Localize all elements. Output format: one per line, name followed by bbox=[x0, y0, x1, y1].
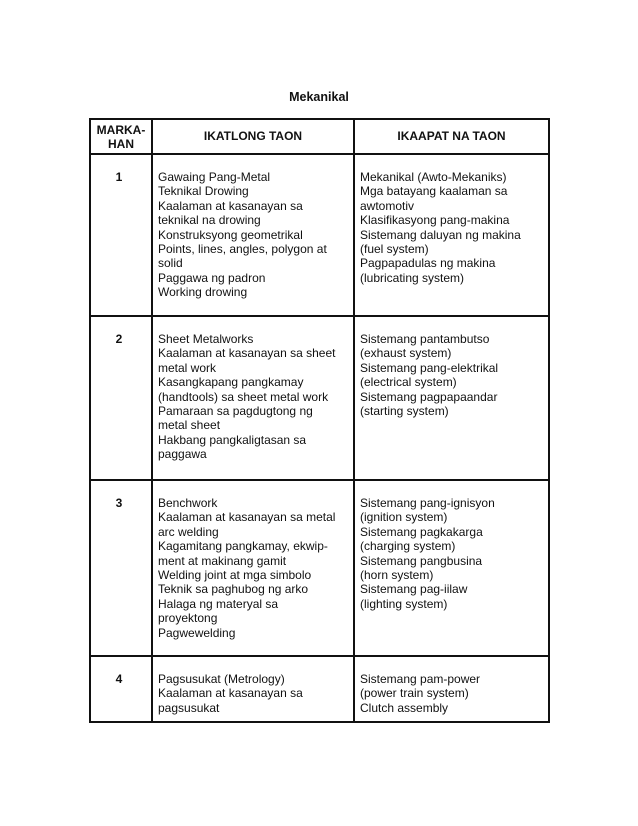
header-markahan-line: MARKA- bbox=[96, 122, 146, 137]
markahan-cell: 2 bbox=[90, 316, 152, 480]
cell-line: Sistemang daluyan ng makina bbox=[360, 227, 521, 242]
cell-line: Benchwork bbox=[158, 496, 218, 510]
cell-line: Mekanikal (Awto-Mekaniks) bbox=[360, 170, 507, 184]
cell-line: arc welding bbox=[158, 524, 219, 539]
fourth-year-cell bbox=[354, 154, 549, 316]
cell-line: (starting system) bbox=[360, 404, 449, 419]
document-title: Mekanikal bbox=[289, 90, 349, 104]
cell-line: (fuel system) bbox=[360, 242, 429, 257]
cell-line: Sistemang pagpapaandar bbox=[360, 389, 498, 404]
cell-line: (lubricating system) bbox=[360, 270, 465, 285]
third-year-cell bbox=[152, 480, 354, 656]
fourth-year-cell bbox=[354, 316, 549, 480]
markahan-cell: 1 bbox=[90, 154, 152, 316]
cell-line: Kaalaman at kasanayan sa bbox=[158, 686, 303, 701]
cell-line: Sistemang pag-iilaw bbox=[360, 582, 468, 597]
table-header-row bbox=[90, 119, 549, 154]
cell-line: solid bbox=[158, 256, 183, 271]
cell-line: (handtools) sa sheet metal work bbox=[158, 389, 329, 404]
cell-line: (lighting system) bbox=[360, 596, 448, 611]
cell-line: Teknik sa paghubog ng arko bbox=[158, 582, 309, 597]
third-year-cell bbox=[152, 154, 354, 316]
cell-line: Hakbang pangkaligtasan sa bbox=[158, 432, 307, 447]
cell-line: Sistemang pantambutso bbox=[360, 332, 490, 346]
cell-line: metal sheet bbox=[158, 418, 221, 433]
third-year-cell bbox=[152, 656, 354, 722]
cell-line: (electrical system) bbox=[360, 375, 457, 390]
cell-line: Sistemang pang-ignisyon bbox=[360, 496, 495, 510]
cell-line: Paggawa ng padron bbox=[158, 270, 266, 285]
cell-line: Teknikal Drowing bbox=[158, 184, 249, 199]
table-row bbox=[90, 316, 549, 480]
table-row bbox=[90, 480, 549, 656]
cell-line: paggawa bbox=[158, 447, 207, 462]
cell-line: Working drowing bbox=[158, 285, 248, 300]
cell-line: Sistemang pagkakarga bbox=[360, 524, 483, 539]
cell-line: awtomotiv bbox=[360, 198, 415, 213]
cell-line: Halaga ng materyal sa bbox=[158, 596, 279, 611]
header-third-year: IKATLONG TAON bbox=[152, 119, 354, 154]
cell-line: Konstruksyong geometrikal bbox=[158, 227, 303, 242]
curriculum-table bbox=[89, 118, 550, 723]
third-year-cell bbox=[152, 316, 354, 480]
header-markahan bbox=[90, 119, 152, 154]
header-markahan-line: HAN bbox=[108, 136, 134, 151]
markahan-cell: 3 bbox=[90, 480, 152, 656]
cell-line: Gawaing Pang-Metal bbox=[158, 170, 271, 184]
cell-line: (ignition system) bbox=[360, 510, 448, 525]
fourth-year-cell bbox=[354, 480, 549, 656]
table-row bbox=[90, 154, 549, 316]
table-row bbox=[90, 656, 549, 722]
cell-line: Welding joint at mga simbolo bbox=[158, 568, 312, 583]
cell-line: Pamaraan sa pagdugtong ng bbox=[158, 404, 313, 419]
cell-line: Sistemang pang-elektrikal bbox=[360, 360, 499, 375]
cell-line: Kaalaman at kasanayan sa sheet bbox=[158, 346, 336, 361]
cell-line: pagsusukat bbox=[158, 700, 220, 715]
header-fourth-year: IKAAPAT NA TAON bbox=[354, 119, 549, 154]
cell-line: (horn system) bbox=[360, 568, 434, 583]
cell-line: (exhaust system) bbox=[360, 346, 452, 361]
cell-line: Pagpapadulas ng makina bbox=[360, 256, 496, 271]
cell-line: ment at makinang gamit bbox=[158, 553, 287, 568]
cell-line: teknikal na drowing bbox=[158, 213, 261, 228]
cell-line: Kaalaman at kasanayan sa bbox=[158, 198, 303, 213]
cell-line: (charging system) bbox=[360, 539, 456, 554]
cell-line: Clutch assembly bbox=[360, 700, 449, 715]
cell-line: proyektong bbox=[158, 611, 218, 626]
cell-line: Sheet Metalworks bbox=[158, 332, 254, 346]
cell-line: metal work bbox=[158, 360, 217, 375]
markahan-cell: 4 bbox=[90, 656, 152, 722]
cell-line: Kasangkapang pangkamay bbox=[158, 375, 304, 390]
cell-line: Kagamitang pangkamay, ekwip- bbox=[158, 539, 328, 554]
cell-line: (power train system) bbox=[360, 686, 469, 701]
fourth-year-cell bbox=[354, 656, 549, 722]
cell-line: Pagwewelding bbox=[158, 625, 236, 640]
cell-line: Points, lines, angles, polygon at bbox=[158, 242, 327, 257]
cell-line: Pagsusukat (Metrology) bbox=[158, 672, 285, 686]
cell-line: Mga batayang kaalaman sa bbox=[360, 184, 508, 199]
cell-line: Kaalaman at kasanayan sa metal bbox=[158, 510, 336, 525]
cell-line: Sistemang pam-power bbox=[360, 672, 481, 686]
cell-line: Klasifikasyong pang-makina bbox=[360, 213, 510, 228]
cell-line: Sistemang pangbusina bbox=[360, 553, 483, 568]
